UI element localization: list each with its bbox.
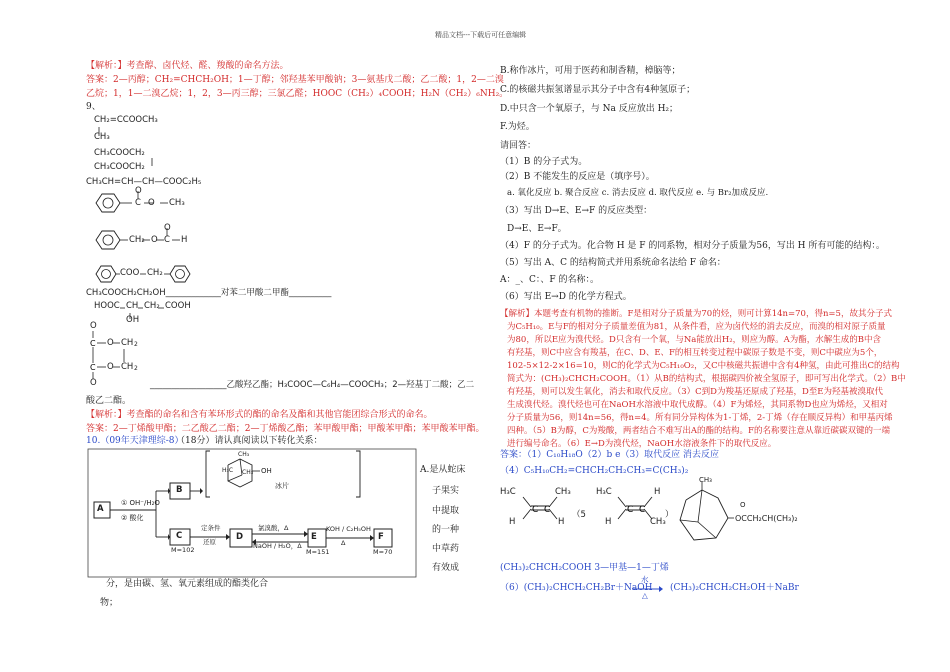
analysis-line-5: 102-5×12-2×16=10，则C的化学式为C₅H₁₀O₂，又C中核磁共振谱中含有4种氢，由此可推出C的结构 xyxy=(507,361,900,371)
flow-bornane-ch3b: CH₃ xyxy=(242,469,254,476)
side-text-3: 中提取 xyxy=(432,506,460,516)
svg-text:C: C xyxy=(532,505,539,515)
flow-cond-3a: 定条件 xyxy=(201,524,221,532)
flow-hcl: 氯溴酸，Δ xyxy=(258,524,289,532)
svg-text:C: C xyxy=(627,505,634,515)
side-text-2: 子果实 xyxy=(432,486,460,496)
question-5b: A：_、C：、F 的名称：。 xyxy=(500,275,599,285)
question-10-cont-1: 分，是由碳、氢、氧元素组成的酯类化合 xyxy=(106,579,269,589)
flow-bingpian-label: 冰片 xyxy=(275,482,289,490)
analysis-line-2: 为C₅H₁₀。E与F的相对分子质量差值为81，从条件看，应为卤代烃的消去反应，而溴的相对原子质量 xyxy=(507,322,886,332)
flow-box-a: A xyxy=(97,504,104,514)
analysis-line-11: 进行编号命名。（6）E→D为溴代烃，NaOH水溶液条件下的取代反应。 xyxy=(507,439,777,449)
answer-line-1: 答案：（1）C₁₀H₁₈O（2）b e（3）取代反应 消去反应 xyxy=(500,450,720,460)
analysis-line-7: 有羟基，则可以发生氧化，消去和取代反应。（3）C到D为羧基还原成了羟基，D至E为羟基被溴取代 xyxy=(507,387,884,397)
side-text-5: 中草药 xyxy=(432,544,460,554)
analysis-1: 【解析：】考查醇、卤代烃、醛、羧酸的命名方法。 xyxy=(86,61,289,71)
cyclic-ester-structure xyxy=(86,327,166,387)
question-5: （5）写出 A、C 的结构简式并用系统命名法给 F 命名： xyxy=(500,258,726,268)
struct1-line2: CH₃ xyxy=(94,132,110,142)
d-description: D.中只含一个氧原子，与 Na 反应放出 H₂； xyxy=(500,104,679,114)
side-text-1: A.是从蛇床 xyxy=(420,465,466,475)
svg-text:C: C xyxy=(90,363,96,372)
ask-label: 请回答： xyxy=(500,141,537,151)
struct1-line4: CH₃COOCH₂ xyxy=(94,162,145,172)
ester2-c: C xyxy=(164,235,170,245)
isomer-trans-h3c: H₃C xyxy=(596,487,612,497)
structure-a-ch3: CH₃ xyxy=(699,476,712,484)
analysis-line-10: 四种。（5）B为醇，C为羧酸，两者结合不难写出A的酯的结构。F的名称要注意从靠近碳碳双键的一端 xyxy=(507,426,890,436)
ester2-o-top: O xyxy=(164,223,171,233)
page-header: 精品文档---下载后可任意编辑 xyxy=(435,31,527,39)
isomer-cis-h2: H xyxy=(558,517,565,527)
flow-mass-c: M=102 xyxy=(171,546,195,554)
question-10-number: 10.（09年天津理综-8） xyxy=(86,436,184,446)
answer-line-6-left: （6）(CH₃)₂CHCH₂CH₂Br＋NaOH xyxy=(500,583,653,593)
struct1-bond2 xyxy=(150,158,158,168)
svg-text:C: C xyxy=(639,505,646,515)
question-2: （2）B 不能发生的反应是（填序号）。 xyxy=(500,172,655,182)
malic-ch2: CH₂ xyxy=(144,301,160,311)
ester1-o: O xyxy=(148,198,155,208)
malic-oh: OH xyxy=(126,315,140,325)
answer-line-4: （4）C₅H₁₀CH₂=CHCH₂CH₂CH₃=C(CH₃)₂ xyxy=(500,466,689,476)
question-10-cont-2: 物； xyxy=(100,598,119,608)
isomer-trans-h2: H xyxy=(605,517,612,527)
analysis-line-6: 简式为：(CH₃)₂CHCH₂COOH。（1）从B的结构式，根据碳四价被全氢原子，即可写出化学式。（2）B中 xyxy=(507,374,906,384)
analysis-line-1: 【解析】本题考查有机物的推断。F是相对分子质量为70的烃，则可计算14n=70，得n=5，故其分子式 xyxy=(500,309,892,319)
flow-box-c: C xyxy=(176,531,183,541)
malic-hooc: HOOC xyxy=(94,301,120,311)
ester2-ch2: CH₂ xyxy=(129,235,145,245)
ester3-coo: COO xyxy=(120,268,140,278)
question-2-options: a. 氧化反应 b. 聚合反应 c. 消去反应 d. 取代反应 e. 与 Br₂加成反应. xyxy=(507,188,769,198)
ester3-ch2: CH₂ xyxy=(147,268,163,278)
ester1-c: C xyxy=(135,198,141,208)
isomer-cis-h3c: H₃C xyxy=(500,487,516,497)
cyclic-o4: O xyxy=(90,378,97,388)
paren-close: ） xyxy=(665,510,674,520)
question-3b: D→E、E→F。 xyxy=(507,224,567,234)
flow-bornane-oh: OH xyxy=(261,467,272,475)
flow-cond-2: ② 酸化 xyxy=(121,514,144,522)
flow-box-e: E xyxy=(311,532,317,542)
question-9-number: 9、 xyxy=(86,102,101,112)
analysis-line-4: 有羟基，则C中应含有羧基，在C、D、E、F的相互转变过程中碳原子数是不变，则C中碳应为5个， xyxy=(507,348,883,358)
question-4: （4）F 的分子式为。化合物 H 是 F 的同系物，相对分子质量为56，写出 H 所有可能的结构：。 xyxy=(500,241,885,251)
cyclic-o1: O xyxy=(90,321,97,331)
answer-line-6-arrow xyxy=(632,586,664,592)
f-description: F.为烃。 xyxy=(500,122,535,132)
ester2-h: H xyxy=(181,235,188,245)
malic-cooh: COOH xyxy=(165,301,191,311)
ester2-o: O xyxy=(151,235,158,245)
fill-line-3: 酸乙二酯。 xyxy=(86,396,132,406)
c-description: C.的核磁共振氢谱显示其分子中含有4种氢原子； xyxy=(500,85,696,95)
analysis-2: 【解析：】考查酯的命名和含有苯环形式的酯的命名及酯和其他官能团综合形式的命名。 xyxy=(86,410,433,420)
flow-box-d: D xyxy=(236,532,244,542)
svg-text:C: C xyxy=(544,505,551,515)
answer-line-5: (CH₃)₂CHCH₂COOH 3—甲基—1—丁烯 xyxy=(500,563,669,573)
struct1-line3: CH₃COOCH₂ xyxy=(94,148,145,158)
flow-bornane-ch3: CH₃ xyxy=(238,451,250,458)
paren-5-open: （5 xyxy=(572,510,586,520)
side-text-4: 的一种 xyxy=(432,525,460,535)
answer-line-6-right: (CH₃)₂CHCH₂CH₂OH＋NaBr xyxy=(670,583,799,593)
flow-delta: Δ xyxy=(341,539,346,547)
isomer-trans-ch3: CH₃ xyxy=(650,517,666,527)
svg-text:C: C xyxy=(90,339,96,348)
fill-line-2: __________________乙酸羟乙酯；H₃COOC—C₆H₄—COOCH₃；2—羟基丁二酸；乙二 xyxy=(150,380,475,390)
answer-1-line-1: 答案：2—丙醇；CH₂=CHCH₂OH；1—丁醇；邻羟基苯甲酸钠；3—氨基戊二酸；乙二酸；1，2—二溴 xyxy=(86,75,504,85)
question-6: （6）写出 E→D 的化学方程式。 xyxy=(500,292,632,302)
ester1-ch3: CH₃ xyxy=(169,198,185,208)
struct1-line1: CH₂=CCOOCH₃ xyxy=(94,115,158,125)
analysis-line-8: 生成溴代烃。溴代烃也可在NaOH水溶液中取代成醇。（4）F为烯烃，其同系物D也应为烯烃，又相对 xyxy=(507,400,888,410)
malic-ch: CH xyxy=(126,301,139,311)
isomer-cis-h1: H xyxy=(509,517,516,527)
cyclic-o3: O xyxy=(107,362,114,372)
answer-1-line-2: 乙烷；1，1—二溴乙烷；1，2，3—丙三醇；三氯乙醛；HOOC（CH₂）₄COOH；H₂N（CH₂）₆NH₂。 xyxy=(86,89,509,99)
flow-box-f: F xyxy=(378,532,384,542)
flow-mass-e: M=151 xyxy=(306,548,330,556)
flow-koh: KOH / C₂H₅OH xyxy=(326,525,371,533)
flow-naoh: NaOH / H₂O，Δ xyxy=(253,542,302,550)
flow-box-b: B xyxy=(176,485,183,495)
question-10-text: （18分）请认真阅读以下转化关系： xyxy=(176,436,323,446)
b-description: B.称作冰片，可用于医药和制香精，樟脑等； xyxy=(500,66,681,76)
analysis-line-9: 分子质量为56，则14n=56，得n=4。所有同分异构体为1-丁烯，2-丁烯（存在顺反异构）和甲基丙烯 xyxy=(507,413,893,423)
isomer-trans-h1: H xyxy=(654,487,661,497)
answer-line-6-below: △ xyxy=(642,591,648,600)
structure-a-ester-group: OCCH₂CH(CH₃)₂ xyxy=(735,514,798,523)
analysis-line-3: 为80，所以E应为溴代烃。D只含有一个氧，与Na能放出H₂，则应为醇。A为酯，水解生成的B中含 xyxy=(507,335,882,345)
cyclic-sub-b: 2 xyxy=(134,365,138,372)
answer-line-6-above: 水 xyxy=(641,575,649,584)
answer-2: 答案：2—丁烯酸甲酯；二乙酸乙二酯；2—丁烯酸乙酯；苯甲酸甲酯；甲酸苯甲酯；苯甲酸苯甲酯。 xyxy=(86,424,485,434)
cyclic-sub-a: 2 xyxy=(134,341,138,348)
flow-bornane-h3c: H₃C xyxy=(222,467,234,474)
fill-line-1: CH₃COOCH₂CH₂OH_____________对苯二甲酸二甲酯__________ xyxy=(86,288,332,298)
crotonate-formula: CH₃CH=CH—CH—COOC₂H₅ xyxy=(86,177,202,187)
isomer-cis-ch3: CH₃ xyxy=(555,487,571,497)
question-1: （1）B 的分子式为。 xyxy=(500,157,588,167)
flow-cond-1: ① OH⁻/H₂O xyxy=(121,499,160,507)
question-3: （3）写出 D→E、E→F 的反应类型： xyxy=(500,206,653,216)
cyclic-o2: O xyxy=(107,338,114,348)
side-text-6: 有效成 xyxy=(432,563,460,573)
ester1-o-top: O xyxy=(135,186,142,196)
cyclic-ch-a: CH xyxy=(121,338,134,348)
structure-a-o-top: O xyxy=(740,501,746,509)
cyclic-ch-b: CH xyxy=(121,362,134,372)
flow-mass-f: M=70 xyxy=(373,548,393,556)
flow-cond-3b: 还原 xyxy=(203,538,216,546)
